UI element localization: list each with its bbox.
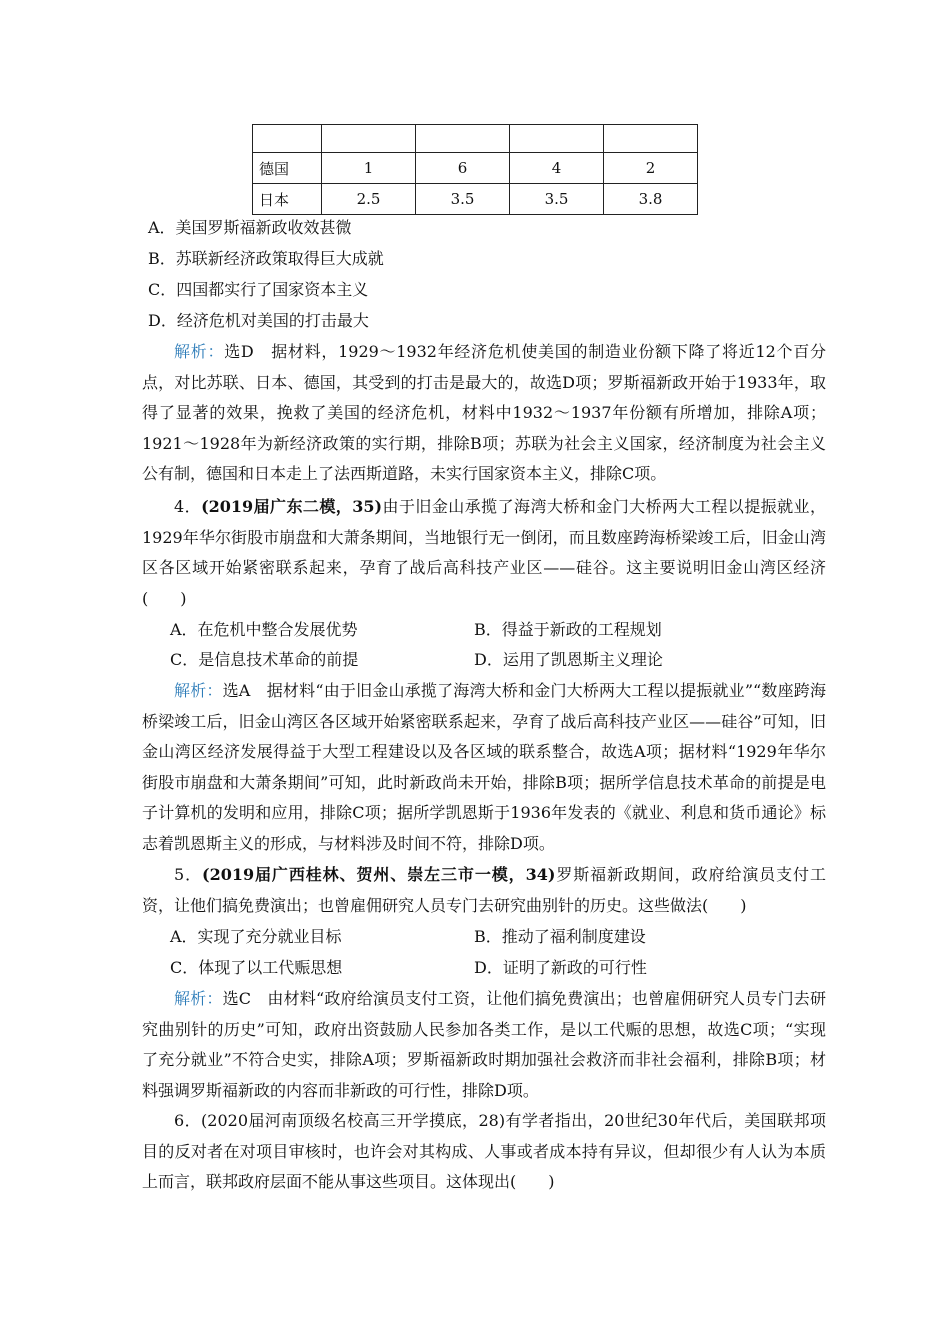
- q5-option-b: B．推动了福利制度建设: [474, 927, 646, 946]
- analysis-label: 解析：: [174, 989, 223, 1008]
- q3-option-c: C．四国都实行了国家资本主义: [148, 280, 369, 299]
- table-row: [253, 153, 698, 184]
- table-cell: 1: [322, 153, 416, 184]
- q4-option-c: C．是信息技术革命的前提: [170, 650, 359, 669]
- manufacturing-share-table: [252, 124, 698, 215]
- q6-stem: [142, 1106, 826, 1198]
- question-number: 6．: [174, 1111, 202, 1130]
- q5-option-a: A．实现了充分就业目标: [170, 927, 342, 946]
- q4-stem: [142, 492, 826, 614]
- table-cell: 3.5: [510, 184, 604, 215]
- table-cell: 4: [510, 153, 604, 184]
- q4-option-b: B．得益于新政的工程规划: [474, 620, 662, 639]
- analysis-text: 选D 据材料，1929～1932年经济危机使美国的制造业份额下降了将近12个百分点，对比苏联、日本、德国，其受到的打击是最大的，故选D项；罗斯福新政开始于1933年，取得了显著的效果，挽救了美国的经济危机，材料中1932～1937年份额有所增加，排除A项；1921～1928年为新经济政策的实行期，排除B项；苏联为社会主义国家，经济制度为社会主义公有制，德国和日本走上了法西斯道路，未实行国家资本主义，排除C项。: [142, 342, 826, 484]
- q4-option-d: D．运用了凯恩斯主义理论: [474, 650, 663, 669]
- question-text: 有学者指出，20世纪30年代后，美国联邦项目的反对者在对项目审核时，也许会对其构成、人事或者成本持有异议，但却很少有人认为本质上而言，联邦政府层面不能从事这些项目。这体现出( ): [142, 1111, 826, 1192]
- table-cell: 2.5: [322, 184, 416, 215]
- table-cell: 3.8: [604, 184, 698, 215]
- question-number: 5．: [174, 865, 202, 884]
- question-number: 4．: [174, 497, 202, 516]
- question-text: 由于旧金山承揽了海湾大桥和金门大桥两大工程以提振就业，1929年华尔街股市崩盘和大萧条期间，当地银行无一倒闭，而且数座跨海桥梁竣工后，旧金山湾区各区域开始紧密联系起来，孕育了战后高科技产业区——硅谷。这主要说明旧金山湾区经济( ): [142, 497, 826, 608]
- question-text: 罗斯福新政期间，政府给演员支付工资，让他们搞免费演出；也曾雇佣研究人员专门去研究曲别针的历史。这些做法( ): [142, 865, 826, 915]
- table-row: [253, 125, 698, 153]
- question-source: (2019届广东二模，35): [201, 497, 383, 516]
- table-cell: 6: [416, 153, 510, 184]
- analysis-text: 选C 由材料“政府给演员支付工资，让他们搞免费演出；也曾雇佣研究人员专门去研究曲别针的历史”可知，政府出资鼓励人民参加各类工作，是以工代赈的思想，故选C项；“实现了充分就业”不符合史实，排除A项；罗斯福新政时期加强社会救济而非社会福利，排除B项；材料强调罗斯福新政的内容而非新政的可行性，排除D项。: [142, 989, 826, 1100]
- q5-option-d: D．证明了新政的可行性: [474, 958, 647, 977]
- q3-option-b: B．苏联新经济政策取得巨大成就: [148, 249, 384, 268]
- table-cell: 2: [604, 153, 698, 184]
- question-source: (2020届河南顶级名校高三开学摸底，28): [201, 1111, 506, 1130]
- q5-option-c: C．体现了以工代赈思想: [170, 958, 343, 977]
- question-source: (2019届广西桂林、贺州、崇左三市一模，34): [202, 865, 556, 884]
- table-cell-country: 德国: [253, 153, 322, 184]
- q5-analysis: [142, 984, 826, 1106]
- q4-analysis: [142, 676, 826, 860]
- table-cell-country: 日本: [253, 184, 322, 215]
- analysis-label: 解析：: [174, 342, 225, 361]
- table-row: [253, 184, 698, 215]
- table-cell: 3.5: [416, 184, 510, 215]
- analysis-text: 选A 据材料“由于旧金山承揽了海湾大桥和金门大桥两大工程以提振就业”“数座跨海桥梁竣工后，旧金山湾区各区域开始紧密联系起来，孕育了战后高科技产业区——硅谷”可知，旧金山湾区经济发展得益于大型工程建设以及各区域的联系整合，故选A项；据材料“1929年华尔街股市崩盘和大萧条期间”可知，此时新政尚未开始，排除B项；据所学信息技术革命的前提是电子计算机的发明和应用，排除C项；据所学凯恩斯于1936年发表的《就业、利息和货币通论》标志着凯恩斯主义的形成，与材料涉及时间不符，排除D项。: [142, 681, 826, 853]
- analysis-label: 解析：: [174, 681, 223, 700]
- q5-stem: [142, 860, 826, 921]
- q3-option-d: D．经济危机对美国的打击最大: [148, 311, 369, 330]
- q3-option-a: A．美国罗斯福新政收效甚微: [148, 218, 352, 237]
- q4-option-a: A．在危机中整合发展优势: [170, 620, 358, 639]
- q3-analysis: [142, 337, 826, 490]
